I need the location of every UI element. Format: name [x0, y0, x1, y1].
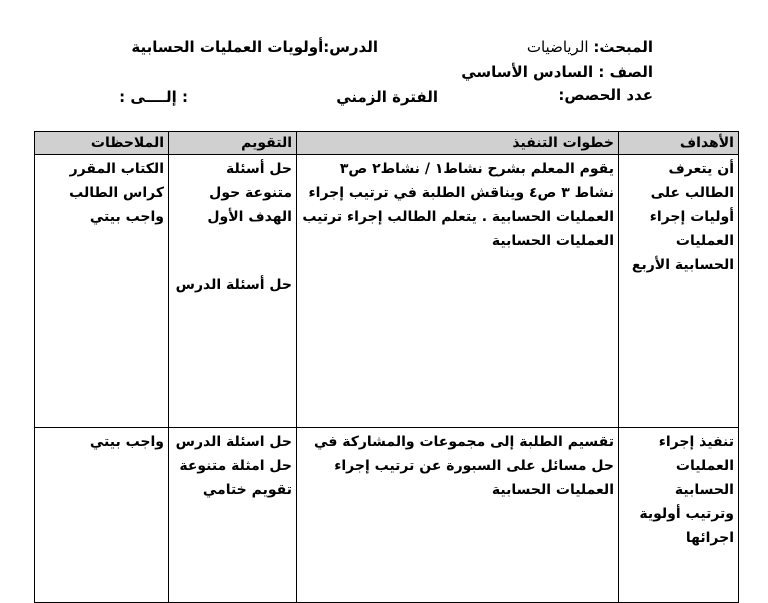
class-field: الصف : السادس الأساسي	[461, 63, 653, 81]
table-header-row	[35, 132, 739, 155]
assessment-cell	[169, 155, 297, 428]
table-row	[35, 428, 739, 603]
header-steps: خطوات التنفيذ	[297, 132, 619, 155]
subject-value: الرياضيات	[526, 38, 594, 56]
steps-text: تقسيم الطلبة إلى مجموعات والمشاركة في حل مسائل على السبورة عن ترتيب إجراء العمليات الحسابية	[314, 434, 614, 498]
assessment-line: حل أسئلة الدرس	[175, 277, 292, 293]
notes-cell	[35, 428, 169, 603]
assessment-line: تقويم ختامي	[202, 482, 292, 498]
lesson-plan-table	[34, 131, 739, 603]
header-assessment: التقويم	[169, 132, 297, 155]
objectives-text: أن يتعرف الطالب على أوليات إجراء العمليات الحسابية الأربع	[631, 161, 734, 273]
notes-cell	[35, 155, 169, 428]
time-period-field: الفترة الزمني	[336, 88, 438, 106]
table-row	[35, 155, 739, 428]
steps-text: يقوم المعلم بشرح نشاط١ / نشاط٢ ص٣ نشاط ٣ ص٤ ويناقش الطلبة في ترتيب إجراء العمليات الحسابية . يتعلم الطالب إجراء ترتيب العمليات الحسابية	[302, 161, 614, 249]
header-objectives: الأهداف	[619, 132, 739, 155]
subject-field	[527, 38, 653, 56]
assessment-cell	[169, 428, 297, 603]
notes-line: الكتاب المقرر	[69, 161, 164, 177]
objectives-cell	[619, 428, 739, 603]
steps-cell	[297, 428, 619, 603]
period-to-field: : إلــــى :	[119, 88, 188, 106]
notes-line: كراس الطالب	[69, 185, 164, 201]
notes-line: واجب بيتي	[89, 434, 164, 450]
objectives-text: تنفيذ إجراء العمليات الحسابية وترتيب أولوية اجرائها	[639, 434, 734, 546]
subject-label: المبحث:	[593, 38, 653, 56]
assessment-line: الهدف الأول	[207, 209, 292, 225]
assessment-line: حل أسئلة	[226, 161, 292, 177]
assessment-line: حل امثلة متنوعة	[179, 458, 292, 474]
steps-cell	[297, 155, 619, 428]
assessment-line: متنوعة حول	[209, 185, 292, 201]
objectives-cell	[619, 155, 739, 428]
notes-line: واجب بيتي	[89, 209, 164, 225]
lesson-title: الدرس:أولويات العمليات الحسابية	[131, 38, 378, 56]
header-notes: الملاحظات	[35, 132, 169, 155]
assessment-line: حل اسئلة الدرس	[175, 434, 292, 450]
class-count-field: عدد الحصص:	[558, 86, 653, 104]
